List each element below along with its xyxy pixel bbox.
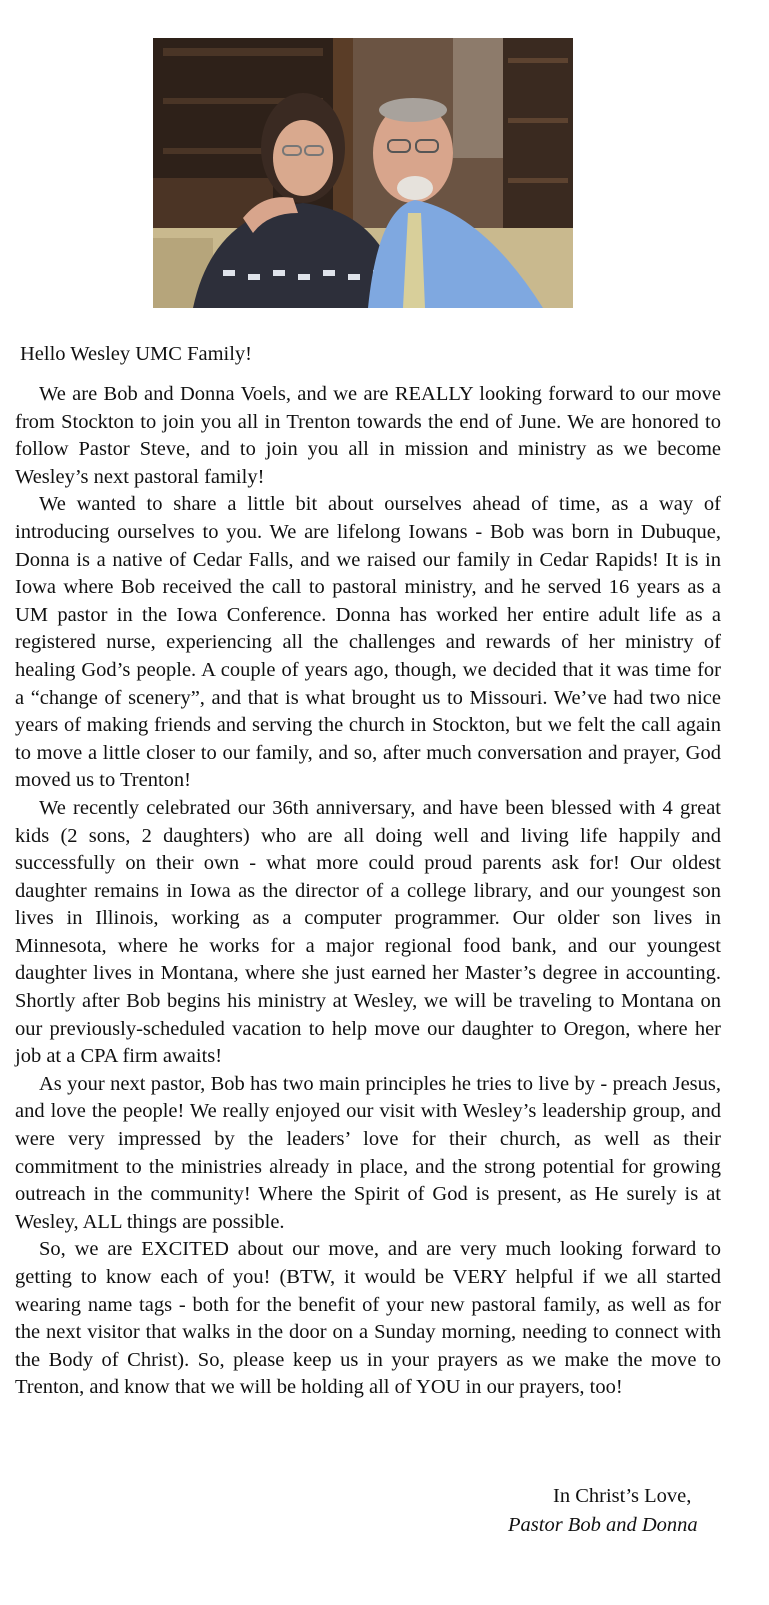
letter-paragraph: As your next pastor, Bob has two main principles he tries to live by - preach Jesus, and love the people! We really enjoyed our visit with Wesley’s leadership group, and were very impressed by the leaders’ love for their church, as well as their commitment to the ministries already in place, and the strong potential for growing outreach in the community! Where the Spirit of God is present, as He surely is at Wesley, ALL things are possible. xyxy=(15,1072,721,1233)
letter-paragraph: We recently celebrated our 36th anniversary, and have been blessed with 4 great kids (2 sons, 2 daughters) who are all doing well and living life happily and successfully on their own - what more could proud parents ask for! Our oldest daughter remains in Iowa as the director of a college library, and our youngest son lives in Illinois, working as a computer programmer. Our older son lives in Minnesota, where he works for a major regional food bank, and our youngest daughter lives in Montana, where she just earned her Master’s degree in accounting. Shortly after Bob begins his ministry at Wesley, we will be traveling to Montana on our previously-scheduled vacation to help move our daughter to Oregon, where her job at a CPA firm awaits! xyxy=(15,796,721,1068)
letter-paragraph: So, we are EXCITED about our move, and are very much looking forward to getting to know each of you! (BTW, it would be VERY helpful if we all started wearing name tags - both for the benefit of your new pastoral family, as well as for the next visitor that walks in the door on a Sunday morning, needing to connect with the Body of Christ). So, please keep us in your prayers as we make the move to Trenton, and know that we will be holding all of YOU in our prayers, too! xyxy=(15,1238,721,1399)
couple-portrait-photo xyxy=(153,38,573,308)
closing-signoff: In Christ’s Love, xyxy=(553,1485,692,1507)
letter-paragraph: We wanted to share a little bit about ourselves ahead of time, as a way of introducing ourselves to you. We are lifelong Iowans - Bob was born in Dubuque, Donna is a native of Cedar Falls, and we raised our family in Cedar Rapids! It is in Iowa where Bob received the call to pastoral ministry, and he served 16 years as a UM pastor in the Iowa Conference. Donna has worked her entire adult life as a registered nurse, experiencing all the challenges and rewards of her ministry of healing God’s people. A couple of years ago, though, we decided that it was time for a “change of scenery”, and that is what brought us to Missouri. We’ve had two nice years of making friends and serving the church in Stockton, but we felt the call again to move a little closer to our family, and so, after much conversation and prayer, God moved us to Trenton! xyxy=(15,493,721,792)
letter-paragraph: We are Bob and Donna Voels, and we are REALLY looking forward to our move from Stockton to join you all in Trenton towards the end of June. We are honored to follow Pastor Steve, and to join you all in mission and ministry as we become Wesley’s next pastoral family! xyxy=(15,383,721,488)
closing-signature: Pastor Bob and Donna xyxy=(508,1514,698,1536)
greeting: Hello Wesley UMC Family! xyxy=(20,343,252,365)
letter-body xyxy=(15,381,721,1402)
